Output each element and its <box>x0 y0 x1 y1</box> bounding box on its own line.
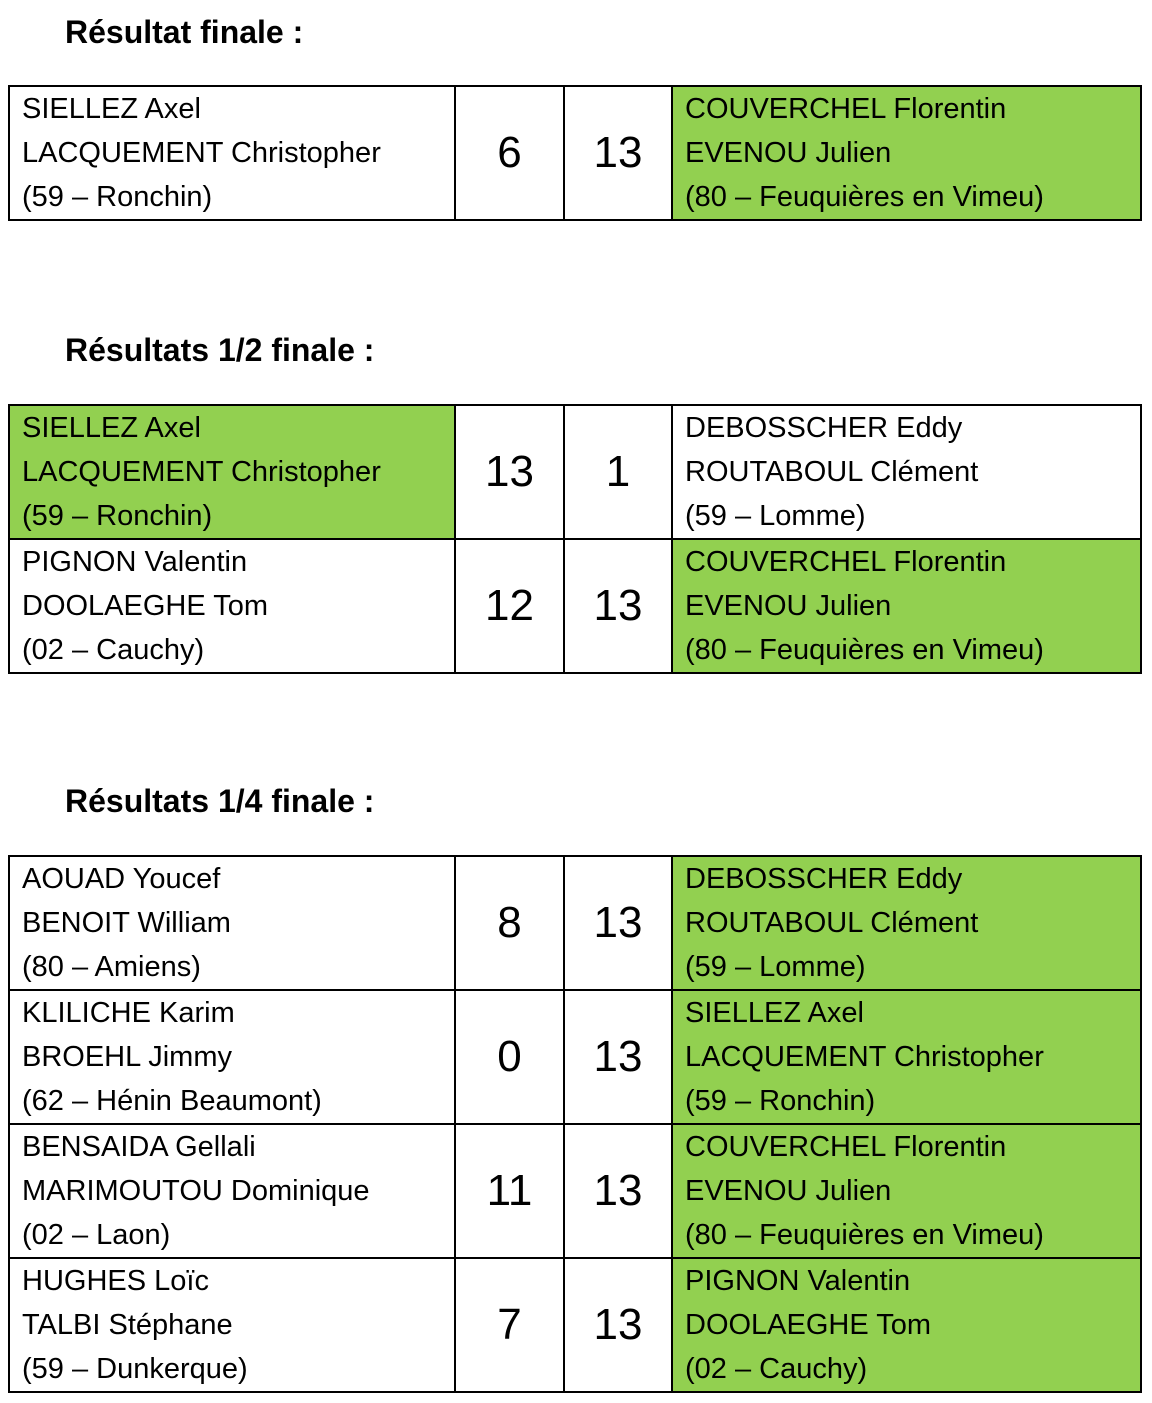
score-home: 12 <box>455 539 564 673</box>
player-name: KLILICHE Karim <box>22 997 235 1029</box>
club-label: (59 – Ronchin) <box>22 500 213 532</box>
team-home-cell <box>9 539 455 673</box>
player-name: EVENOU Julien <box>685 137 892 169</box>
match-row <box>9 990 1141 1124</box>
score-away: 13 <box>564 1124 672 1258</box>
club-label: (80 – Feuquières en Vimeu) <box>685 1219 1044 1251</box>
player-name: EVENOU Julien <box>685 1175 892 1207</box>
player-name: BENSAIDA Gellali <box>22 1131 256 1163</box>
player-name: ROUTABOUL Clément <box>685 456 979 488</box>
team-home-cell <box>9 86 455 220</box>
score-away: 13 <box>564 856 672 990</box>
match-row <box>9 405 1141 539</box>
club-label: (80 – Feuquières en Vimeu) <box>685 634 1044 666</box>
score-away: 13 <box>564 86 672 220</box>
score-home: 0 <box>455 990 564 1124</box>
score-away: 13 <box>564 539 672 673</box>
results-table-semifinal <box>8 404 1142 674</box>
score-home: 7 <box>455 1258 564 1392</box>
club-label: (59 – Lomme) <box>685 500 866 532</box>
match-row <box>9 539 1141 673</box>
team-away-cell <box>672 1258 1141 1392</box>
match-row <box>9 856 1141 990</box>
player-name: SIELLEZ Axel <box>22 93 201 125</box>
player-name: BROEHL Jimmy <box>22 1041 232 1073</box>
results-table-finale <box>8 85 1142 221</box>
score-home: 13 <box>455 405 564 539</box>
player-name: LACQUEMENT Christopher <box>22 137 381 169</box>
player-name: MARIMOUTOU Dominique <box>22 1175 370 1207</box>
player-name: SIELLEZ Axel <box>22 412 201 444</box>
player-name: ROUTABOUL Clément <box>685 907 979 939</box>
team-away-cell <box>672 856 1141 990</box>
team-away-cell <box>672 86 1141 220</box>
score-away: 1 <box>564 405 672 539</box>
results-table-quarterfinal <box>8 855 1142 1393</box>
score-home: 8 <box>455 856 564 990</box>
player-name: EVENOU Julien <box>685 590 892 622</box>
section-title-quarterfinal: Résultats 1/4 finale : <box>65 783 375 819</box>
player-name: LACQUEMENT Christopher <box>685 1041 1044 1073</box>
team-away-cell <box>672 405 1141 539</box>
club-label: (59 – Ronchin) <box>22 181 213 213</box>
club-label: (62 – Hénin Beaumont) <box>22 1085 322 1117</box>
club-label: (59 – Dunkerque) <box>22 1353 248 1385</box>
club-label: (80 – Feuquières en Vimeu) <box>685 181 1044 213</box>
player-name: PIGNON Valentin <box>22 546 248 578</box>
club-label: (02 – Cauchy) <box>685 1353 868 1385</box>
score-home: 6 <box>455 86 564 220</box>
team-away-cell <box>672 1124 1141 1258</box>
player-name: SIELLEZ Axel <box>685 997 864 1029</box>
team-home-cell <box>9 1124 455 1258</box>
score-away: 13 <box>564 1258 672 1392</box>
team-away-cell <box>672 539 1141 673</box>
player-name: COUVERCHEL Florentin <box>685 93 1007 125</box>
team-home-cell <box>9 1258 455 1392</box>
player-name: BENOIT William <box>22 907 231 939</box>
team-home-cell <box>9 856 455 990</box>
player-name: DEBOSSCHER Eddy <box>685 412 963 444</box>
section-title-semifinal: Résultats 1/2 finale : <box>65 332 375 368</box>
club-label: (59 – Lomme) <box>685 951 866 983</box>
team-home-cell <box>9 405 455 539</box>
club-label: (02 – Laon) <box>22 1219 171 1251</box>
match-row <box>9 1258 1141 1392</box>
club-label: (59 – Ronchin) <box>685 1085 876 1117</box>
player-name: LACQUEMENT Christopher <box>22 456 381 488</box>
club-label: (80 – Amiens) <box>22 951 201 983</box>
player-name: COUVERCHEL Florentin <box>685 1131 1007 1163</box>
score-away: 13 <box>564 990 672 1124</box>
club-label: (02 – Cauchy) <box>22 634 205 666</box>
player-name: DOOLAEGHE Tom <box>22 590 269 622</box>
match-row <box>9 1124 1141 1258</box>
player-name: TALBI Stéphane <box>22 1309 233 1341</box>
section-title-finale: Résultat finale : <box>65 14 304 50</box>
player-name: PIGNON Valentin <box>685 1265 911 1297</box>
player-name: COUVERCHEL Florentin <box>685 546 1007 578</box>
player-name: AOUAD Youcef <box>22 863 221 895</box>
player-name: HUGHES Loïc <box>22 1265 209 1297</box>
player-name: DOOLAEGHE Tom <box>685 1309 932 1341</box>
team-home-cell <box>9 990 455 1124</box>
match-row <box>9 86 1141 220</box>
score-home: 11 <box>455 1124 564 1258</box>
team-away-cell <box>672 990 1141 1124</box>
player-name: DEBOSSCHER Eddy <box>685 863 963 895</box>
